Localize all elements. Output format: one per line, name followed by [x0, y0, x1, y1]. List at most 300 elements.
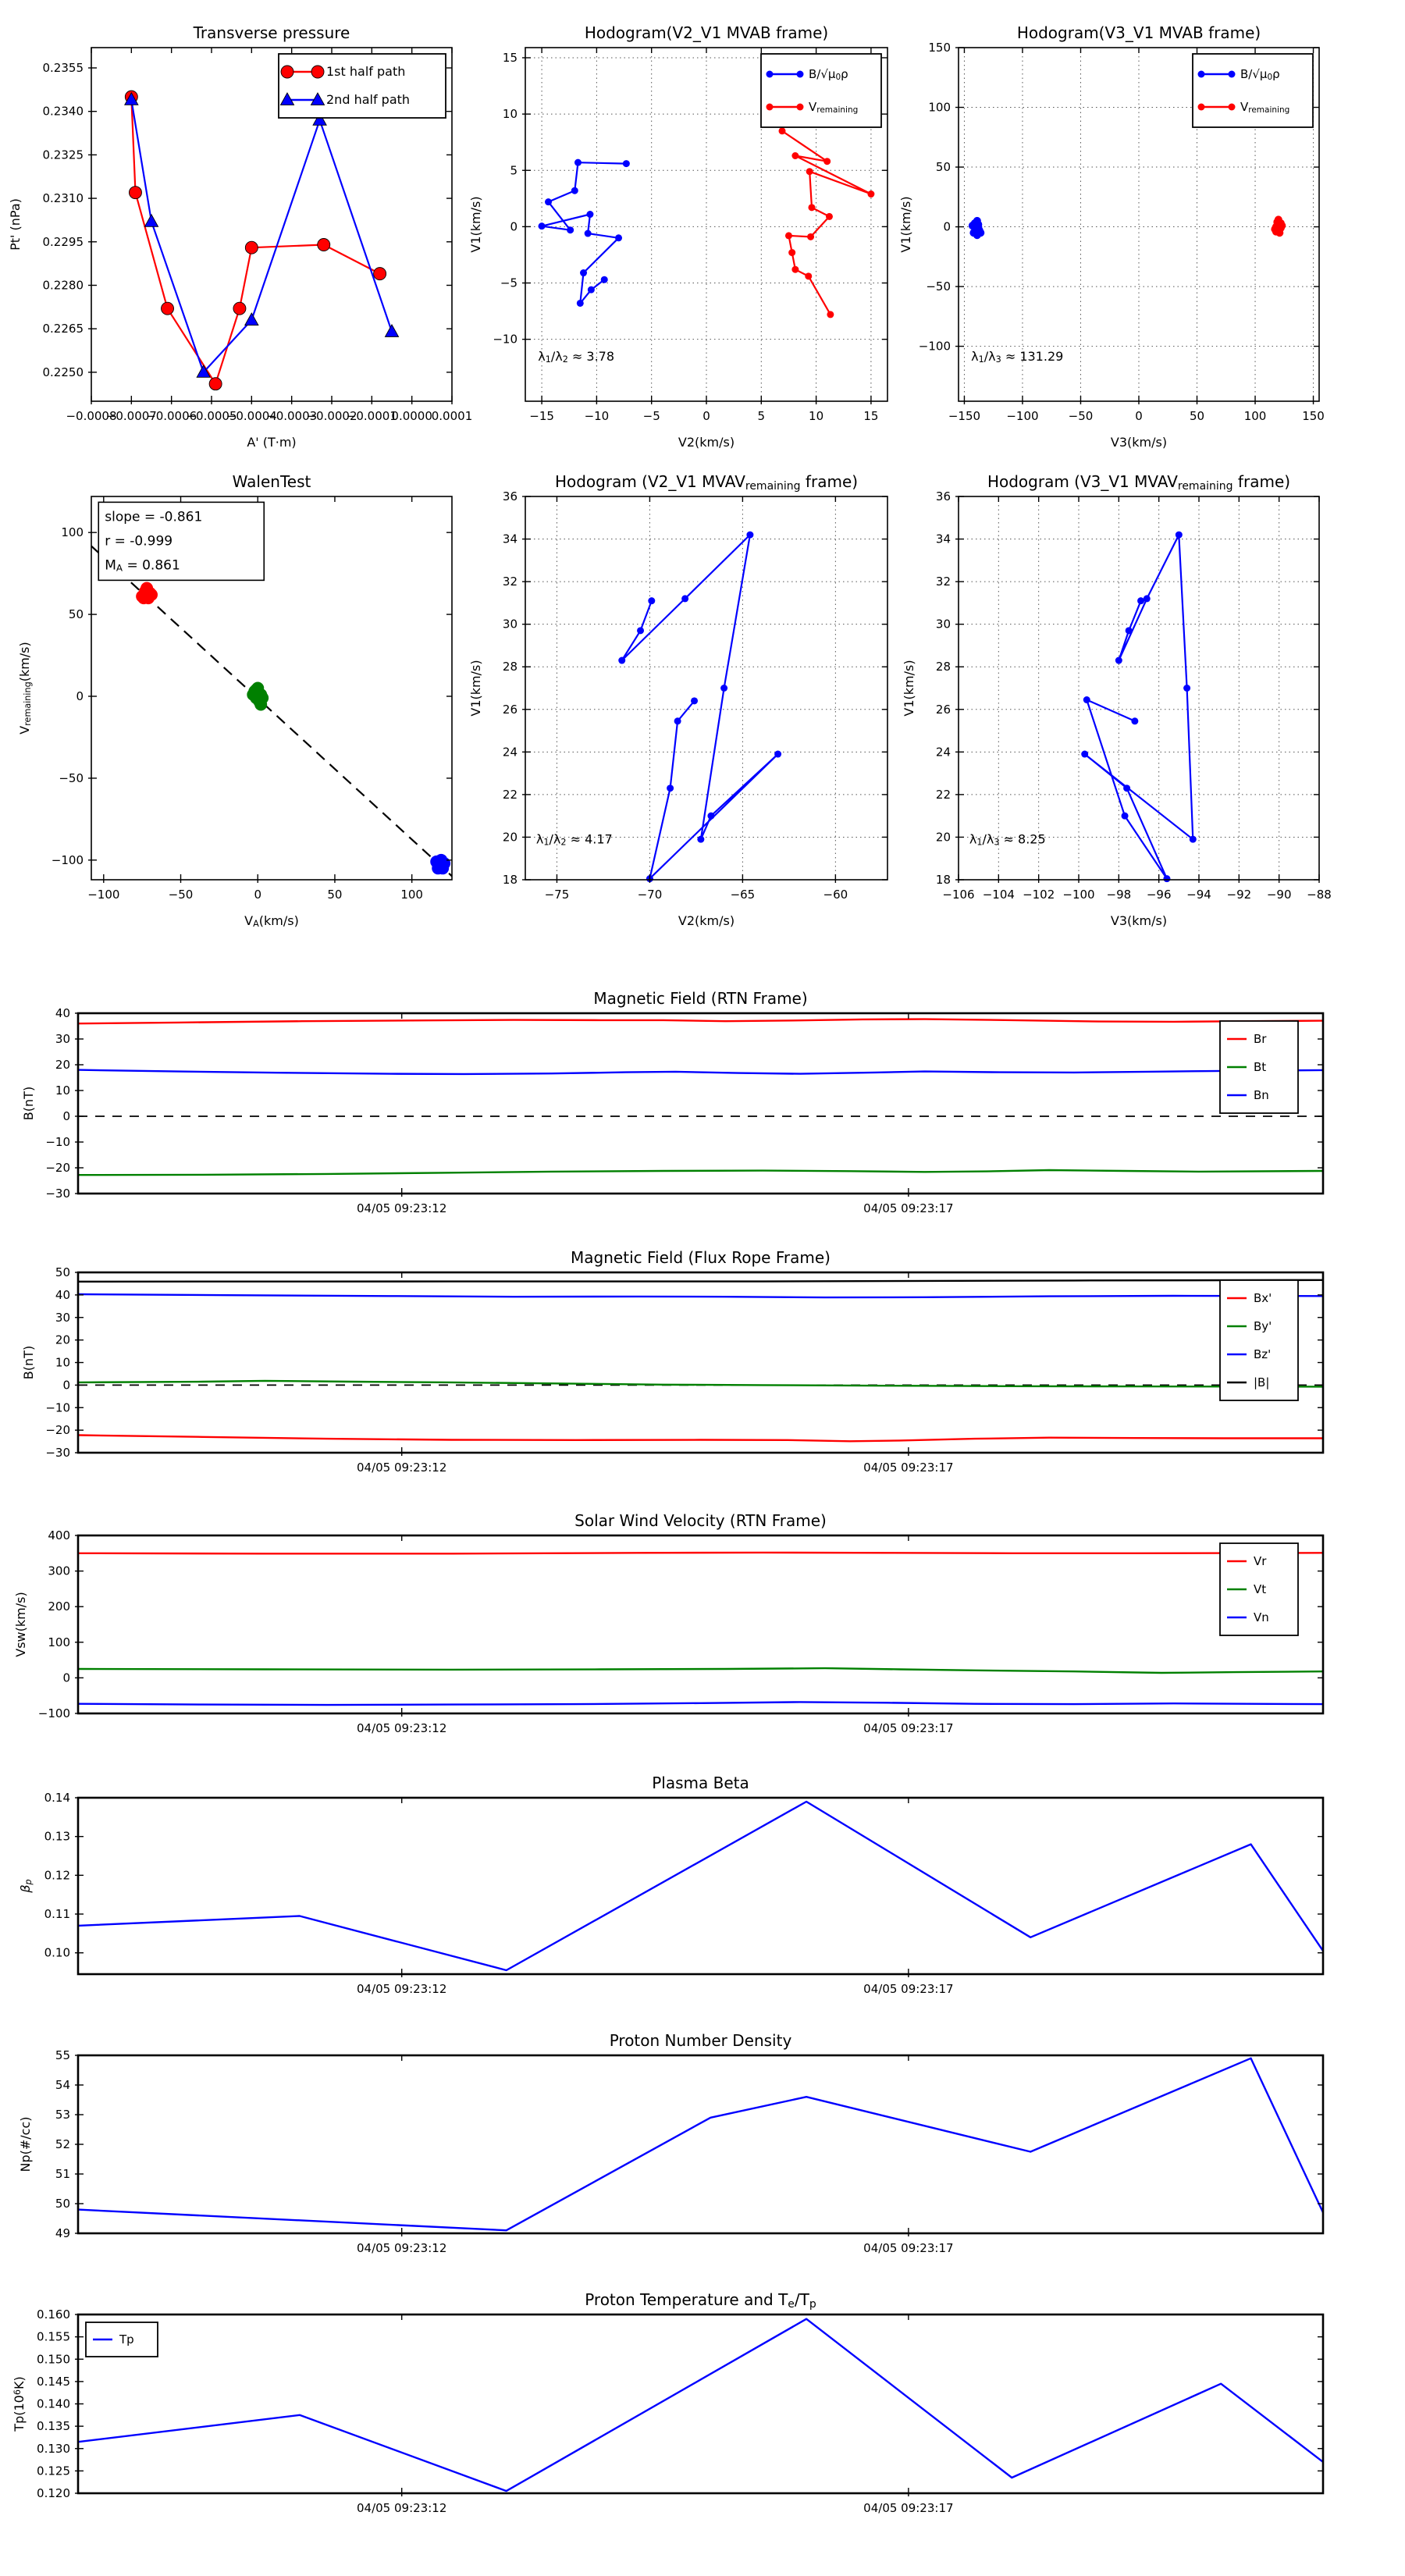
y-tick-label: 51: [55, 2167, 70, 2181]
marker-dot: [1144, 595, 1151, 602]
x-axis-label: V2(km/s): [678, 913, 735, 928]
legend-label: B/√μ0ρ: [809, 67, 848, 82]
x-tick-label: 04/05 09:23:17: [863, 2501, 954, 2515]
annotation: λ1/λ3 ≈ 8.25: [969, 831, 1046, 848]
legend-label: 2nd half path: [326, 92, 411, 107]
x-tick-label: 0: [254, 888, 262, 902]
marker-dot: [571, 187, 578, 194]
plot-background: [78, 1798, 1323, 1974]
marker-circle: [162, 302, 174, 315]
y-tick-label: 0.2250: [42, 365, 84, 379]
plot-background: [78, 1535, 1323, 1713]
marker-dot: [601, 276, 608, 283]
x-tick-label: 15: [863, 409, 879, 423]
marker-dot: [826, 213, 833, 220]
y-axis-label: V1(km/s): [468, 660, 483, 717]
x-tick-label: 50: [1189, 409, 1205, 423]
y-tick-label: 36: [935, 489, 951, 503]
y-tick-label: 22: [502, 787, 518, 802]
x-tick-label: 0.0001: [431, 409, 473, 423]
marker-dot: [1163, 875, 1170, 882]
y-tick-label: 20: [55, 1058, 70, 1072]
y-tick-label: 40: [55, 1287, 70, 1302]
y-tick-label: 0: [62, 1670, 70, 1685]
y-tick-label: 50: [935, 160, 951, 175]
x-tick-label: 04/05 09:23:17: [863, 1461, 954, 1475]
y-tick-label: 0.2340: [42, 104, 84, 119]
marker-dot: [253, 690, 265, 703]
y-tick-label: 24: [935, 745, 951, 760]
y-tick-label: 49: [55, 2226, 70, 2240]
marker-dot: [618, 657, 625, 664]
marker-dot: [1122, 813, 1129, 820]
panel-transverse-pressure: [8, 23, 472, 450]
y-tick-label: −50: [59, 770, 84, 785]
y-tick-label: −20: [45, 1423, 70, 1438]
y-tick-label: 0.2265: [42, 322, 84, 336]
x-tick-label: −0.0008: [66, 409, 117, 423]
panel-hodogram-v3v1-mvav: [902, 472, 1332, 928]
y-tick-label: 100: [48, 1635, 70, 1649]
x-tick-label: 5: [757, 409, 766, 423]
legend-label: 1st half path: [326, 64, 406, 79]
y-tick-label: 0.145: [37, 2374, 70, 2389]
panel-title: Magnetic Field (RTN Frame): [593, 989, 808, 1008]
panel-hodogram-v2v1-mvav: [468, 472, 887, 928]
y-tick-label: 30: [55, 1310, 70, 1325]
marker-dot: [1131, 717, 1138, 724]
y-tick-label: 32: [502, 575, 518, 589]
legend-label: Br: [1254, 1032, 1267, 1046]
x-tick-label: 04/05 09:23:12: [357, 2241, 447, 2255]
legend-label: Vremaining: [809, 100, 859, 115]
legend: [1220, 1280, 1298, 1400]
marker-dot: [623, 160, 630, 167]
x-tick-label: −92: [1226, 888, 1252, 902]
y-tick-label: 20: [935, 830, 951, 845]
marker-dot: [767, 104, 774, 111]
y-tick-label: 50: [68, 607, 84, 622]
y-tick-label: 50: [55, 1265, 70, 1279]
y-tick-label: −10: [45, 1400, 70, 1415]
y-tick-label: 20: [502, 830, 518, 845]
y-tick-label: 0: [76, 688, 84, 703]
y-tick-label: 30: [55, 1032, 70, 1046]
x-tick-label: 04/05 09:23:12: [357, 1201, 447, 1215]
y-axis-label: Vremaining(km/s): [17, 642, 33, 735]
panel-hodogram-v3v1-mvab: [898, 23, 1325, 450]
y-axis-label: V1(km/s): [902, 660, 916, 717]
x-tick-label: 04/05 09:23:17: [863, 1201, 954, 1215]
x-tick-label: 10: [809, 409, 824, 423]
x-tick-label: −0.0006: [146, 409, 197, 423]
marker-dot: [574, 159, 582, 166]
y-tick-label: 0: [510, 219, 518, 234]
y-tick-label: 0.2280: [42, 278, 84, 293]
marker-dot: [577, 300, 584, 307]
y-tick-label: 28: [935, 660, 951, 674]
x-tick-label: −0.0005: [186, 409, 237, 423]
stats-line: r = -0.999: [105, 533, 173, 550]
marker-dot: [674, 717, 681, 724]
plot-background: [78, 2055, 1323, 2233]
x-tick-label: −106: [942, 888, 975, 902]
x-tick-label: −0.0001: [346, 409, 397, 423]
y-tick-label: 100: [61, 525, 84, 540]
marker-dot: [797, 71, 804, 78]
x-tick-label: −0.0007: [105, 409, 157, 423]
y-tick-label: 0.14: [44, 1791, 70, 1805]
y-tick-label: −20: [45, 1161, 70, 1175]
stats-line: slope = -0.861: [105, 509, 203, 525]
marker-dot: [976, 229, 984, 237]
y-axis-label: Vsw(km/s): [13, 1592, 28, 1657]
y-tick-label: 0: [62, 1109, 70, 1123]
y-tick-label: 0.160: [37, 2307, 70, 2322]
marker-dot: [774, 751, 781, 758]
marker-circle: [318, 238, 330, 251]
legend-label: Bn: [1254, 1088, 1269, 1102]
y-tick-label: 0.150: [37, 2352, 70, 2367]
panel-title: Transverse pressure: [193, 23, 350, 42]
x-tick-label: 0.0000: [391, 409, 432, 423]
y-tick-label: 26: [935, 702, 951, 717]
marker-dot: [586, 211, 593, 218]
y-tick-label: 100: [928, 100, 951, 115]
x-tick-label: 04/05 09:23:12: [357, 1461, 447, 1475]
marker-dot: [585, 230, 592, 237]
y-tick-label: 53: [55, 2108, 70, 2122]
y-tick-label: 50: [55, 2197, 70, 2211]
x-tick-label: −0.0002: [306, 409, 357, 423]
x-tick-label: −102: [1023, 888, 1055, 902]
y-tick-label: 5: [510, 163, 518, 178]
marker-dot: [1176, 532, 1183, 539]
y-tick-label: 15: [502, 50, 518, 65]
y-axis-label: V1(km/s): [898, 196, 913, 253]
y-tick-label: 36: [502, 489, 518, 503]
y-tick-label: 10: [502, 107, 518, 122]
annotation: λ1/λ2 ≈ 3.78: [538, 348, 615, 365]
y-tick-label: 0.11: [44, 1907, 70, 1922]
marker-dot: [615, 234, 622, 241]
x-tick-label: 0: [1135, 409, 1143, 423]
marker-dot: [1272, 228, 1280, 236]
y-tick-label: 200: [48, 1599, 70, 1614]
y-axis-label: B(nT): [21, 1086, 36, 1121]
y-tick-label: 400: [48, 1528, 70, 1542]
y-tick-label: −100: [37, 1706, 70, 1720]
legend: [86, 2322, 158, 2357]
y-axis-label: Tp(106K): [12, 2376, 27, 2432]
legend-label: Tp: [119, 2332, 134, 2347]
x-tick-label: −100: [1006, 409, 1039, 423]
marker-dot: [827, 311, 834, 318]
legend-label: Bx': [1254, 1291, 1272, 1305]
y-tick-label: 0.155: [37, 2329, 70, 2344]
y-tick-label: 0.12: [44, 1868, 70, 1883]
x-tick-label: −150: [948, 409, 981, 423]
plot-background: [78, 1013, 1323, 1194]
y-tick-label: −30: [45, 1187, 70, 1201]
panel-title: Proton Number Density: [609, 2031, 792, 2050]
marker-dot: [1190, 836, 1197, 843]
panel-title: Proton Temperature and Te/Tp: [585, 2290, 816, 2311]
marker-circle: [281, 66, 293, 78]
y-tick-label: −5: [500, 276, 518, 290]
marker-dot: [1198, 71, 1205, 78]
marker-circle: [311, 66, 324, 78]
y-tick-label: −100: [918, 339, 951, 354]
marker-dot: [1115, 657, 1122, 664]
plot-background: [959, 496, 1319, 880]
x-tick-label: −0.0004: [226, 409, 277, 423]
marker-circle: [129, 187, 141, 199]
plot-background: [525, 496, 887, 880]
x-axis-label: V3(km/s): [1110, 913, 1168, 928]
y-tick-label: −50: [926, 279, 951, 294]
y-tick-label: 0.135: [37, 2419, 70, 2434]
y-tick-label: −10: [493, 332, 518, 347]
x-axis-label: V2(km/s): [678, 435, 735, 450]
marker-dot: [1126, 627, 1133, 634]
y-tick-label: −30: [45, 1446, 70, 1460]
marker-dot: [707, 813, 714, 820]
marker-dot: [691, 697, 698, 704]
x-tick-label: −100: [1062, 888, 1095, 902]
legend-box: [761, 54, 881, 127]
y-tick-label: 300: [48, 1564, 70, 1578]
marker-dot: [1229, 104, 1236, 111]
y-tick-label: 34: [935, 532, 951, 546]
y-tick-label: 0.120: [37, 2486, 70, 2500]
panel-magnetic-field-fluxrope: [21, 1248, 1323, 1475]
x-tick-label: −96: [1146, 888, 1172, 902]
legend-label: Vt: [1254, 1582, 1267, 1596]
marker-dot: [788, 249, 795, 256]
y-tick-label: 0.2310: [42, 191, 84, 206]
panel-title: Hodogram(V3_V1 MVAB frame): [1016, 23, 1261, 42]
marker-dot: [805, 272, 812, 279]
marker-dot: [697, 836, 704, 843]
marker-dot: [545, 198, 552, 205]
marker-dot: [637, 627, 644, 634]
y-tick-label: 0.2295: [42, 234, 84, 249]
x-tick-label: −90: [1266, 888, 1292, 902]
y-tick-label: 55: [55, 2048, 70, 2062]
x-tick-label: −75: [544, 888, 570, 902]
x-tick-label: 04/05 09:23:12: [357, 1982, 447, 1996]
marker-dot: [746, 532, 753, 539]
x-tick-label: −100: [87, 888, 120, 902]
stats-line: MA = 0.861: [105, 557, 180, 574]
marker-dot: [808, 204, 815, 211]
panel-title: Plasma Beta: [652, 1774, 749, 1792]
y-tick-label: 20: [55, 1332, 70, 1347]
panel-magnetic-field-rtn: [21, 989, 1323, 1215]
panel-title: Hodogram(V2_V1 MVAB frame): [584, 23, 829, 42]
y-tick-label: 0.13: [44, 1829, 70, 1844]
marker-dot: [1183, 685, 1190, 692]
panel-plasma-beta: [18, 1774, 1323, 1996]
y-tick-label: −10: [45, 1135, 70, 1149]
y-tick-label: 26: [502, 702, 518, 717]
marker-circle: [374, 268, 386, 280]
x-tick-label: 04/05 09:23:17: [863, 1982, 954, 1996]
legend-label: Bt: [1254, 1060, 1267, 1074]
marker-dot: [1198, 104, 1205, 111]
marker-circle: [209, 378, 222, 390]
marker-dot: [436, 862, 449, 874]
x-tick-label: −65: [730, 888, 756, 902]
x-tick-label: 04/05 09:23:12: [357, 2501, 447, 2515]
legend-label: Vremaining: [1240, 100, 1290, 115]
y-tick-label: 18: [502, 873, 518, 887]
panel-proton-temperature: [12, 2290, 1323, 2515]
legend: [1220, 1543, 1298, 1635]
panel-title: Solar Wind Velocity (RTN Frame): [574, 1511, 827, 1530]
plot-background: [78, 1272, 1323, 1453]
marker-dot: [807, 233, 814, 240]
panel-proton-number-density: [18, 2031, 1323, 2255]
y-tick-label: 10: [55, 1083, 70, 1098]
marker-dot: [823, 158, 831, 165]
marker-dot: [1081, 751, 1088, 758]
panel-hodogram-v2v1-mvab: [468, 23, 887, 450]
x-tick-label: 04/05 09:23:12: [357, 1721, 447, 1735]
legend-label: By': [1254, 1319, 1272, 1333]
y-tick-label: 0.10: [44, 1945, 70, 1960]
x-tick-label: −94: [1186, 888, 1211, 902]
x-tick-label: 100: [400, 888, 423, 902]
legend: [279, 54, 446, 118]
y-tick-label: 0.125: [37, 2464, 70, 2478]
y-tick-label: 30: [502, 617, 518, 632]
x-tick-label: −5: [642, 409, 660, 423]
y-tick-label: 28: [502, 660, 518, 674]
legend: [1193, 54, 1313, 127]
marker-dot: [588, 286, 595, 294]
marker-dot: [539, 222, 546, 229]
marker-dot: [867, 190, 874, 197]
y-tick-label: 0.2355: [42, 60, 84, 75]
annotation: λ1/λ2 ≈ 4.17: [535, 831, 613, 848]
y-tick-label: 0: [62, 1378, 70, 1393]
marker-dot: [667, 785, 674, 792]
y-tick-label: 0.2325: [42, 148, 84, 162]
y-axis-label: Np(#/cc): [18, 2116, 33, 2172]
panel-walen-test: [17, 472, 452, 929]
marker-dot: [779, 127, 786, 134]
marker-dot: [648, 597, 655, 604]
legend-label: |B|: [1254, 1375, 1270, 1389]
marker-dot: [681, 595, 688, 602]
x-tick-label: 04/05 09:23:17: [863, 1721, 954, 1735]
y-tick-label: 10: [55, 1355, 70, 1370]
legend-label: Vn: [1254, 1610, 1269, 1624]
legend-label: Bz': [1254, 1347, 1272, 1361]
y-tick-label: 32: [935, 575, 951, 589]
marker-dot: [142, 589, 155, 601]
x-tick-label: −15: [529, 409, 554, 423]
legend-label: Vr: [1254, 1554, 1267, 1568]
x-tick-label: −10: [584, 409, 610, 423]
legend: [761, 54, 881, 127]
x-tick-label: −98: [1106, 888, 1132, 902]
legend-label: B/√μ0ρ: [1240, 67, 1280, 82]
marker-dot: [1137, 597, 1144, 604]
marker-dot: [567, 226, 574, 233]
marker-circle: [233, 302, 246, 315]
marker-dot: [1123, 785, 1130, 792]
x-tick-label: −50: [1068, 409, 1094, 423]
y-tick-label: 150: [928, 41, 951, 55]
marker-dot: [972, 222, 980, 229]
x-tick-label: 0: [702, 409, 710, 423]
y-tick-label: 40: [55, 1006, 70, 1020]
y-axis-label: B(nT): [21, 1345, 36, 1380]
y-tick-label: 0.130: [37, 2441, 70, 2456]
x-tick-label: 50: [327, 888, 343, 902]
marker-dot: [791, 152, 799, 159]
y-axis-label: βp: [18, 1879, 34, 1893]
annotation: λ1/λ3 ≈ 131.29: [971, 348, 1064, 365]
marker-dot: [797, 104, 804, 111]
panel-title: Hodogram (V3_V1 MVAVremaining frame): [987, 472, 1291, 493]
marker-dot: [791, 266, 799, 273]
y-tick-label: 54: [55, 2078, 70, 2092]
panel-title: Magnetic Field (Flux Rope Frame): [571, 1248, 831, 1267]
x-tick-label: −60: [823, 888, 848, 902]
y-tick-label: 18: [935, 873, 951, 887]
y-tick-label: 30: [935, 617, 951, 632]
marker-dot: [1229, 71, 1236, 78]
marker-dot: [720, 685, 727, 692]
y-tick-label: 52: [55, 2137, 70, 2151]
y-tick-label: 22: [935, 787, 951, 802]
y-tick-label: 0.140: [37, 2396, 70, 2411]
y-tick-label: −100: [51, 852, 84, 867]
x-axis-label: VA(km/s): [244, 913, 299, 929]
marker-dot: [580, 269, 587, 276]
y-axis-label: V1(km/s): [468, 196, 483, 253]
x-tick-label: −50: [168, 888, 194, 902]
y-tick-label: 0: [943, 219, 951, 234]
panel-title: WalenTest: [232, 472, 311, 491]
marker-dot: [1277, 219, 1285, 227]
x-tick-label: 04/05 09:23:17: [863, 2241, 954, 2255]
legend-box: [1193, 54, 1313, 127]
marker-dot: [767, 71, 774, 78]
x-tick-label: 150: [1302, 409, 1325, 423]
marker-circle: [245, 241, 258, 254]
y-tick-label: 24: [502, 745, 518, 760]
x-tick-label: −0.0003: [266, 409, 318, 423]
x-axis-label: V3(km/s): [1110, 435, 1168, 450]
marker-dot: [806, 168, 813, 175]
panel-solar-wind-velocity: [13, 1511, 1323, 1735]
marker-dot: [785, 232, 792, 239]
y-axis-label: Pt' (nPa): [8, 198, 23, 251]
x-tick-label: −88: [1307, 888, 1332, 902]
legend: [1220, 1021, 1298, 1113]
x-tick-label: 100: [1243, 409, 1267, 423]
x-tick-label: −104: [982, 888, 1015, 902]
x-tick-label: −70: [637, 888, 663, 902]
y-tick-label: 34: [502, 532, 518, 546]
panel-title: Hodogram (V2_V1 MVAVremaining frame): [554, 472, 859, 493]
plot-background: [78, 2314, 1323, 2493]
